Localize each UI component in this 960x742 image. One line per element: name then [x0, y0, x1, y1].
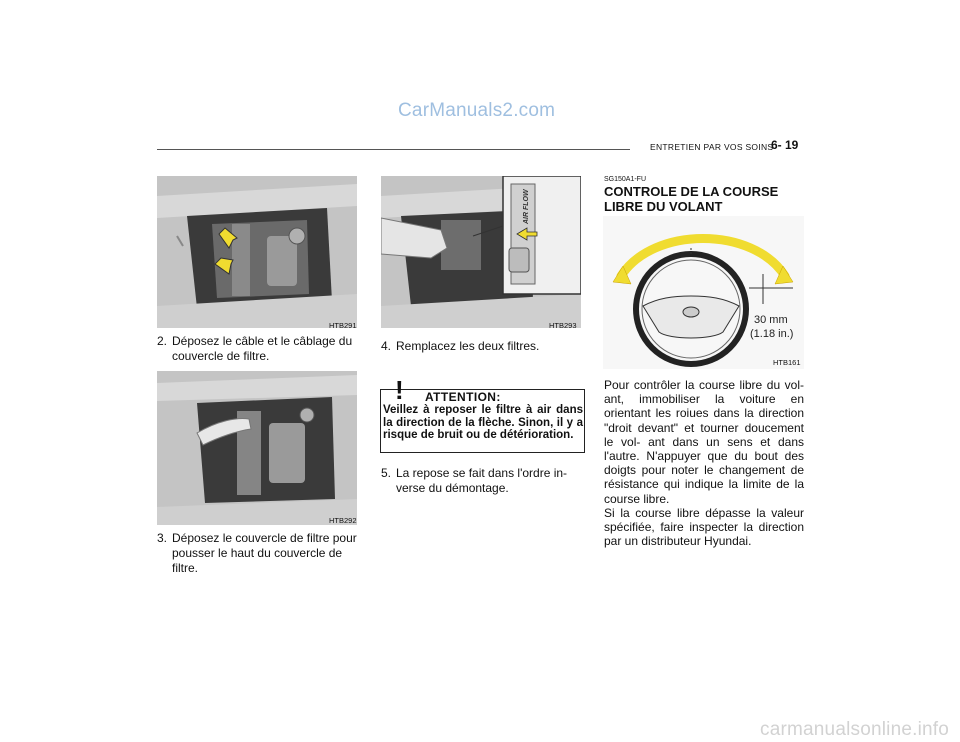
step-3-text: Déposez le couvercle de filtre pour pousser le haut du couvercle de filtre.: [172, 531, 357, 575]
step-3-number: 3.: [157, 531, 168, 545]
paragraph-inspection: Si la course libre dépasse la valeur spécifiée, faire inspecter la direction par un distributeur Hyundai.: [604, 506, 804, 549]
step-2-text: Déposez le câble et le câblage du couvercle de filtre.: [172, 334, 353, 363]
photo-code-htb292: HTB292: [329, 516, 357, 525]
section-title: CONTROLE DE LA COURSE LIBRE DU VOLANT: [604, 184, 779, 214]
photo-code-htb293: HTB293: [549, 321, 577, 330]
step-2: [157, 334, 357, 364]
photo-filter-replacement: [381, 176, 581, 328]
header-section-title: ENTRETIEN PAR VOS SOINS: [650, 142, 774, 152]
watermark-carmanuals2: CarManuals2.com: [398, 100, 556, 121]
photo-code-htb291: HTB291: [329, 321, 357, 330]
step-4: [381, 339, 581, 354]
photo-filter-cover: [157, 371, 357, 525]
warning-title: ATTENTION:: [425, 390, 501, 404]
photo-glovebox-cable: [157, 176, 357, 328]
step-5-number: 5.: [381, 466, 392, 480]
watermark-carmanualsonline: carmanualsonline.info: [760, 719, 950, 740]
step-4-text: Remplacez les deux filtres.: [396, 339, 540, 353]
step-4-number: 4.: [381, 339, 392, 353]
step-5: [381, 466, 581, 496]
step-2-number: 2.: [157, 334, 168, 348]
figure-code-htb161: HTB161: [773, 358, 801, 367]
figure-value-mm: 30 mm: [754, 314, 788, 326]
figure-value-in: (1.18 in.): [750, 328, 794, 340]
warning-icon: !: [395, 375, 404, 405]
warning-text: Veillez à reposer le filtre à air dans la direction de la flèche. Sinon, il y a risque de bruit ou de détérioration.: [383, 404, 583, 441]
photo-air-flow-label: AIR FLOW: [523, 189, 530, 224]
page-number: 6- 19: [771, 138, 799, 152]
warning-box: [380, 375, 585, 453]
paragraph-check-procedure: Pour contrôler la course libre du vol- ant, immobiliser la voiture en orientant les roiues dans la direction "droit devant" et tourner doucement le vol- ant dans un sens et dans l'autre. N'appuyer que du bout des doigts pour noter le changement de résistance qui indique la limite de la course libre.: [604, 378, 804, 506]
step-5-text: La repose se fait dans l'ordre in- verse du démontage.: [396, 466, 568, 495]
section-code: SG150A1-FU: [604, 176, 647, 183]
header-rule: [157, 149, 630, 150]
figure-steering-wheel: [603, 216, 804, 369]
step-3: [157, 531, 357, 576]
